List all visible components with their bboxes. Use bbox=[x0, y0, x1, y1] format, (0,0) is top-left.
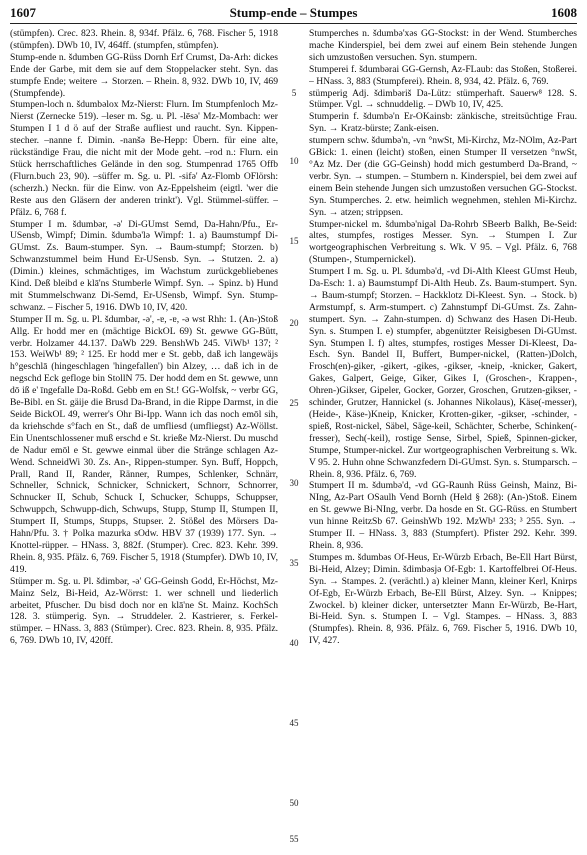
line-number: 15 bbox=[289, 236, 299, 246]
page-number-right: 1608 bbox=[551, 5, 577, 20]
entry-paragraph: Stumperches n. šdumbə'xəs GG-Stockst: in der Wend. Stumberches mache Kinderspiel, bei dem zwei auf einem Bein stehende Jungen sich umzustoßen versuchen. Syn. stumpern. bbox=[309, 28, 577, 63]
entry-paragraph: Stumpert II m. šdumbə'd, -vd GG-Raunh Rüss Geinsh, Mainz, Bi-NIng, Az-Part OSaulh Vend Bornh (Held § 268): (An-)Stoß. Einem en St. gewwe Bi-NIng, verbr. Da hosde en St. GG-Rüss. en Stumbert vun hinne ReitzSb 67. GeinshWb 192. MzWb¹ 233; ³ 255. Syn. → Stumper II. – HNass. 3, 883 (Stumpfert). Pfister 292. Kehr. 399. Rhein. 8, 936. bbox=[309, 480, 577, 551]
line-number: 20 bbox=[289, 318, 299, 328]
line-number: 25 bbox=[289, 398, 299, 408]
entry-paragraph: Stumper-nickel m. šdumbə'nigəl Da-Rohrb SBeerb Balkh, Be-Seid: altes, stumpfes, rostiges Messer. Syn. → Stumpen I. Zur wortgeographischen Verbreitung s. Wk. V 95. – Vgl. Pfälz. 6, 768 (Stumpen-, Stumpernickel). bbox=[309, 218, 577, 266]
running-title: Stump-ende – Stumpes bbox=[229, 5, 358, 20]
line-number: 10 bbox=[289, 156, 299, 166]
line-number: 45 bbox=[289, 718, 299, 728]
entry-paragraph: Stumpert I m. Sg. u. Pl. šdumbə'd, -vd Di-Alth Kleest GUmst Heub, Da-Esch: 1. a) Baumstumpf Di-Alth Heub. Zs. Baum-stumpert. Syn. → Baum-stumpf; Storzen. – Hackklotz Di-Kleest. Syn. → Stock. b) Armstumpf, s. Arm-stumpert. c) Zahnstumpf Di-GUmst. Zs. Zahn-stumpert. Syn. → Zahn-stumpen. d) Schwanz des Hasen Di-Heub. Syn. s. Stumpen I. e) stumpfer, abgenützter Reisigbesen Di-GUmst. Syn. Stumpen I. f) altes, stumpfes, rostiges Messer Di-Kleest, Da-Esch. Syn. Bandel II, Buffert, Bumper-nickel, (Ratten-)Dolch, Frosch(en)-giker, -gikert, -gikes, -gikser, -kneip, -knicker, Gakert, Gakes, Galpert, Geige, Giker, Gikes I, (Groschen-, Krappen-, Ohren-)Gikser, Gipeler, Gocker, Gorzer, Groschen, Grutzen-gikser, -schinder, Grutzer, Hannickel (s. Johannes Nikolaus), Käse(-messer), (Heide-, Käse-)Kneip, Knicker, Krotten-giker, -gikser, -schinder, -spieß, Rost-nickel, Säbel, Säge-keil, Schächter, Scherbe, Schinken(-fresser), Sech(-keil), rostige Sense, Sirbel, Spieß, Spinnen-gicker, Stumpe, Stumper-nickel. Zur wortgeographischen Verbreitung s. Wk. V 95. 2. Huhn ohne Schwanzfedern Di-GUmst. Syn. s. Stumparsch. – Rhein. 8, 936. Pfälz. 6, 769. bbox=[309, 266, 577, 480]
entry-paragraph: Stümper m. Sg. u. Pl. šdimbər, -ə' GG-Geinsh Godd, Er-Höchst, Mz-Mainz Selz, Bi-Heid, Az-Wörrst: 1. wer schnell und liederlich arbeitet, Pfuscher. Du bisd doch nor en klā'ne St. Mainz. KochSch 128. 3. stümperig. Syn. → Struddeler. 2. Kastrierer, s. Ferkel-stümper. – HNass. 3, 883 (Stümper). Crec. 823. Rhein. 8, 935. Pfälz. 6, 769. DWb 10, IV, 420ff. bbox=[10, 575, 278, 647]
entry-paragraph: Stumper I m. šdumbər, -ə' Di-GUmst Semd, Da-Hahn/Pfu., Er-USensb, Wimpf; Dimin. šdumbə'lə Wimpf: 1. a) Baumstumpf Di-GUmst. Zs. Baum-stumper. Syn. → Baum-stumpf; Storzen. b) Schwanzstummel beim Hund Er-USensb. Syn. → Stutzen. 2. a) (Dimin.) kleines, schmächtiges, im Wachstum zurückgebliebenes Kind. Deß bleibd e klā'ns Stumberle Wimpf. Syn. → Spinz. b) Hund mit Stummelschwanz Di-Semd, Er-USensb, Wimpf. Syn. Stump-schwanz. – Fischer 5, 1916. DWb 10, IV, 420. bbox=[10, 218, 278, 313]
entry-paragraph: stumpern schw. šdumbə'n, -vn °nwSt, Mi-Kirchz, Mz-NOlm, Az-Part GBick: 1. einen (leicht) stoßen, einen Stumper II versetzen °nwSt, °Az Mz. Der (die GG-Geinsh) hodd mich gestumberd Da-Brand, ~ verbr. Syn. → stumpen. – Stumbern n. Kinderspiel, bei dem zwei auf einem Bein stehende Jungen sich umzustoßen versuchen GG-Stockst. Syn. Stumperches. 2. etw. heimlich wegnehmen, stehlen Mi-Kirchz. Syn. → atzen; strippsen. bbox=[309, 135, 577, 218]
entry-paragraph: stümperig Adj. šdimbəriš Da-Lütz: stümperhaft. Sauerw⁸ 128. S. Stümper. Vgl. → schnuddelig. – DWb 10, IV, 425. bbox=[309, 87, 577, 111]
line-number: 5 bbox=[291, 88, 297, 98]
line-number: 35 bbox=[289, 558, 299, 568]
entry-paragraph: Stumpes m. šdumbəs Of-Heus, Er-Würzb Erbach, Be-Ell Hart Bürst, Bi-Heid, Alzey; Dimin. šdimbəsjə Of-Egb: 1. Kartoffelbrei Of-Heus. Syn. → Stampes. 2. (verächtl.) a) kleiner Mann, kleiner Kerl, Knirps Of-Egb, Er-Würzb Erbach, Be-Ell Bürst, Alzey. Syn. → Knippes; Zwockel. b) kleiner dicker, untersetzter Mann Er-Würzb, Be-Hart, Bi-Heid. Syn. s. Stumpen I. – Vgl. Stampes. – HNass. 3, 883 (Stumpfes). Rhein. 8, 936. Pfälz. 6, 769. Fischer 5, 1916. DWb 10, IV, 427. bbox=[309, 551, 577, 647]
line-number-gutter bbox=[286, 28, 302, 846]
entry-paragraph: Stumperei f. šdumbərai GG-Gernsh, Az-FLaub: das Stoßen, Stoßerei. – HNass. 3, 883 (Stumpferei). Rhein. 8, 934, 42. Pfälz. 6, 769. bbox=[309, 63, 577, 87]
line-number: 40 bbox=[289, 638, 299, 648]
line-number: 55 bbox=[289, 834, 299, 844]
page-number-left: 1607 bbox=[10, 5, 36, 20]
line-number: 30 bbox=[289, 478, 299, 488]
header-rule bbox=[10, 23, 577, 24]
entry-paragraph: Stumperin f. šdumbə'n Er-OKainsb: zänkische, streitsüchtige Frau. Syn. → Kratz-bürste; Zank-eisen. bbox=[309, 111, 577, 135]
right-column bbox=[309, 28, 577, 846]
entry-paragraph: Stumper II m. Sg. u. Pl. šdumbər, -ə', -ɐ, -ɐ, -ə wst Rhh: 1. (An-)Stoß Allg. Er hodd mer en (mächtige BickOL 69) St. gewwe GG-Bütt, verbr. Holzamer 44.137. DaWb 229. BenshWb 245. ViWb¹ 137; ² 153. WeiWb¹ 89; ² 125. Er hodd mer e St. gebb, daß ich langewäjs h°geschlā (hingeschlagen 'hingefallen') bin Alzey, … daß ich in de negschd Eck gefloge bin StollN 75. Der hodd dem en St. gewwe, unn dō iß e' īngefalle Da-Roßd. Gebb em en St.! GG-Wolfsk, ~ verbr GG, Be-Bibl. en St. gäije die Brusd Da-Brand, in die Rippe Darmst, in die Seide BickOL 49, werrer's Ohr Bi-Ipp. Wann ich das noch emōl sih, da kriehschde s°fach en St., daß de umfliesd (umfliegst) Az-Wöllst. Ein Unentschlossener muß erschd e St. krieße Mz-Nierst. Du muschd de Nadur emōl e St. gewwe einmal über die Stränge schlagen Az-Wend. SchneidWi 30. Zs. An-, Rippen-stumper. Syn. Buff, Hoppch, Prall, Rand II, Rander, Ränner, Rumpes, Schlenker, Schnärr, Schneller, Schnick, Schnicker, Schnickert, Schnorr, Schnorrer, Schnucker II, Schub, Schuck I, Schucker, Schupps, Schuppser, Schwuppch, Schwupp-dich, Schwups, Stupp, Stump II, Stumpen II, Stumpert II, Stumps, Stupps, Stupser. 2. Stößel des Mörsers Da-Hahn/Pfu. 3. † Polka mazurka sOdw. HBV 37 (1939) 177. Syn. → Knottel-rüpper. – HNass. 3, 882f. (Stumper). Crec. 823. Kehr. 399. Rhein. 8, 935. Pfälz. 6, 769. Fischer 5, 1918 (Stumpfer). DWb 10, IV, 419. bbox=[10, 313, 278, 575]
entry-paragraph: Stump-ende n. šdumben GG-Rüss Dornh Erf Crumst, Da-Arh: dickes Ende der Garbe, mit dem sie auf dem Stoppelacker steht. Syn. das stumpfe Ende; weitere → Storzen. – Rhein. 8, 932. DWb 10, IV, 469 (Stumpfende). bbox=[10, 51, 278, 99]
left-column bbox=[10, 28, 278, 846]
line-number: 50 bbox=[289, 798, 299, 808]
page-header bbox=[10, 5, 577, 21]
entry-paragraph: Stumpen-loch n. šdumbəlox Mz-Nierst: Flurn. Im Stumpfenloch Mz-Nierst (Zernecke 519). –leser m. Sg. u. Pl. -lēsə' Mz-Mombach: wer Stumpen I 1 d ö auf der Straße aufliest und raucht. Syn. Kippen-stecher. –nanne f. Dimin. -nanšə Be-Hepp: Übern. für eine alte, rückständige Frau, die nicht mit der Mode geht. –rod n.: Flurn. ein Stück herrschaftliches Gelände in den sog. Stumpenrad 1765 Offb (Flurn.buch 23, 90). –süffer m. Sg. u. Pl. -sifə' Az-Flomb OFlörsh: (scherzh.) Neckn. für die Einw. von Az-Eppelsheim (eigtl. 'wer die Reste aus den Gläsern der anderen trinkt'). Vgl. Stümmel-süffer. – Pfälz. 6, 768 f. bbox=[10, 99, 278, 218]
entry-paragraph: (stümpfen). Crec. 823. Rhein. 8, 934f. Pfälz. 6, 768. Fischer 5, 1918 (stümpfen). DWb 10, IV, 464ff. (stumpfen, stümpfen). bbox=[10, 28, 278, 51]
